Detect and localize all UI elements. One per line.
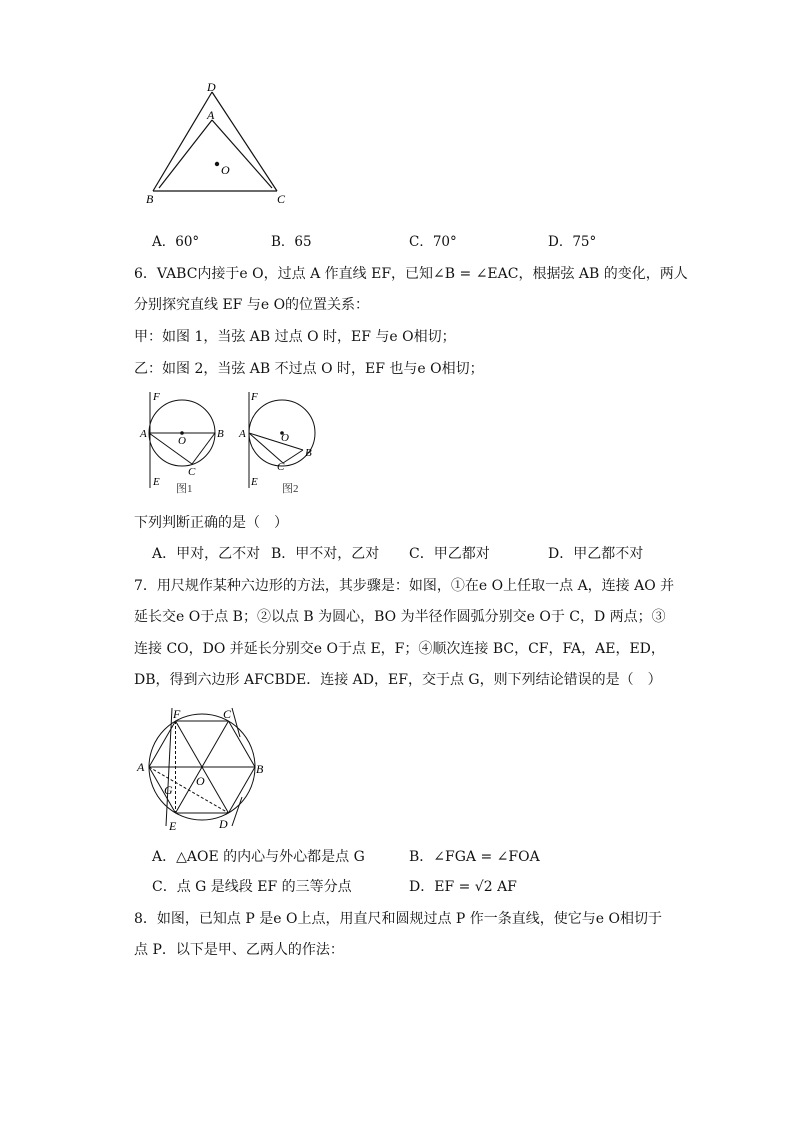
label-a: A xyxy=(207,108,215,122)
q7-stem-line-1: 7．用尺规作某种六边形的方法，其步骤是：如图，①在e O上任取一点 A，连接 AO 并 xyxy=(134,578,675,594)
q6-option-c[interactable]: C．甲乙都对 xyxy=(409,546,490,562)
q5-figure xyxy=(140,78,300,208)
q6-question: 下列判断正确的是（ ） xyxy=(134,515,288,531)
hex-label-b: B xyxy=(256,762,264,776)
fig2-label-c: C xyxy=(277,461,285,473)
center-dot xyxy=(215,162,219,166)
q8-stem-line-2: 点 P．以下是甲、乙两人的作法： xyxy=(134,942,344,958)
q8-stem-line-1: 8．如图，已知点 P 是e O上点，用直尺和圆规过点 P 作一条直线，使它与e O相切于 xyxy=(134,911,662,927)
fig1-caption: 图1 xyxy=(176,483,193,495)
hex-label-c: C xyxy=(223,707,232,721)
fig1-label-e: E xyxy=(153,476,160,488)
fig2-label-a: A xyxy=(239,428,246,440)
fig2-caption: 图2 xyxy=(282,483,299,495)
fig1-label-o: O xyxy=(178,435,186,447)
label-o: O xyxy=(221,163,230,177)
q6-stem-line-3: 甲：如图 1，当弦 AB 过点 O 时，EF 与e O相切； xyxy=(134,329,456,345)
q6-stem-line-1: 6．VABC内接于e O，过点 A 作直线 EF，已知∠B = ∠EAC，根据弦 AB 的变化，两人 xyxy=(134,266,688,282)
label-b: B xyxy=(146,192,154,206)
q6-stem-line-2: 分别探究直线 EF 与e O的位置关系： xyxy=(134,297,370,313)
q7-stem-line-3: 连接 CO，DO 并延长分别交e O于点 E，F；④顺次连接 BC，CF，FA，AE，ED， xyxy=(134,641,665,657)
fig1-label-a: A xyxy=(140,428,147,440)
q7-option-b[interactable]: B．∠FGA = ∠FOA xyxy=(409,849,540,865)
q5-option-a[interactable]: A．60° xyxy=(152,234,200,250)
hex-label-d: D xyxy=(219,817,228,831)
q7-option-d[interactable]: D．EF = √2 AF xyxy=(409,879,517,895)
fig1-label-c: C xyxy=(188,466,196,478)
hex-label-o: O xyxy=(196,774,205,788)
fig2-label-o: O xyxy=(281,432,289,444)
q7-figure xyxy=(132,702,272,832)
q7-stem-line-2: 延长交e O于点 B；②以点 B 为圆心，BO 为半径作圆弧分别交e O于 C，D 两点；③ xyxy=(134,609,666,625)
q5-option-c[interactable]: C．70° xyxy=(409,234,457,250)
q7-option-a[interactable]: A．△AOE 的内心与外心都是点 G xyxy=(152,849,365,865)
fig2-label-f: F xyxy=(251,391,258,403)
q7-stem-line-4: DB，得到六边形 AFCBDE．连接 AD，EF，交于点 G，则下列结论错误的是（ ） xyxy=(134,672,662,688)
label-d: D xyxy=(207,80,216,94)
fig2-label-b: B xyxy=(305,447,312,459)
hex-label-e: E xyxy=(169,819,177,832)
label-c: C xyxy=(277,192,286,206)
hex-label-a: A xyxy=(137,760,145,774)
hex-label-f: F xyxy=(173,707,181,721)
fig1-label-b: B xyxy=(217,428,224,440)
q6-option-a[interactable]: A．甲对，乙不对 xyxy=(152,546,261,562)
q6-option-d[interactable]: D．甲乙都不对 xyxy=(548,546,644,562)
q6-option-b[interactable]: B．甲不对，乙对 xyxy=(271,546,380,562)
q5-option-b[interactable]: B．65 xyxy=(271,234,312,250)
fig1-label-f: F xyxy=(153,391,160,403)
fig2-label-e: E xyxy=(251,476,258,488)
q6-figure xyxy=(138,388,328,498)
q5-option-d[interactable]: D．75° xyxy=(548,234,597,250)
q7-option-c[interactable]: C．点 G 是线段 EF 的三等分点 xyxy=(152,879,352,895)
q6-stem-line-4: 乙：如图 2，当弦 AB 不过点 O 时，EF 也与e O相切； xyxy=(134,361,484,377)
hex-label-g: G xyxy=(164,783,173,797)
